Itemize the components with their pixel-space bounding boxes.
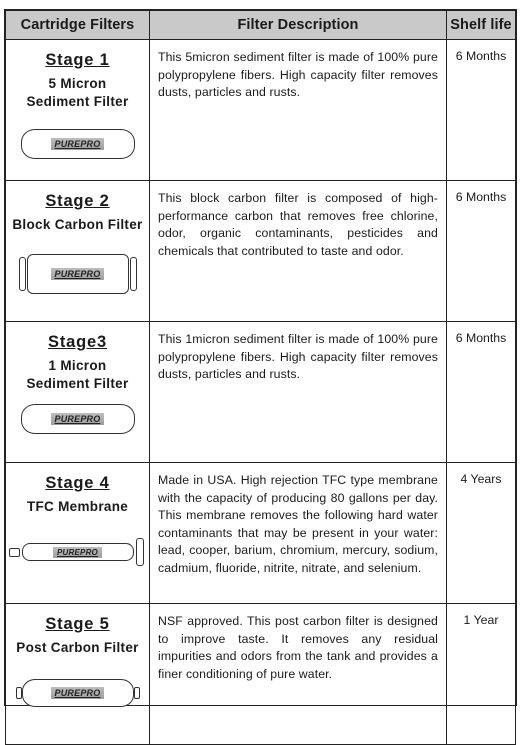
table-row bbox=[6, 604, 516, 745]
sediment-cartridge-icon bbox=[21, 129, 135, 159]
description-cell: NSF approved. This post carbon filter is designed to improve taste. It removes any residual impurities and odors from the tank and provides a finer conditioning of pure water. bbox=[150, 604, 447, 745]
stage-title: Stage 5 bbox=[45, 615, 110, 633]
stage-name-line1: 1 Micron bbox=[48, 358, 107, 373]
table-row bbox=[6, 322, 516, 463]
header-cartridge-filters: Cartridge Filters bbox=[6, 11, 150, 40]
stage-title: Stage 2 bbox=[45, 192, 110, 210]
description-cell: This 5micron sediment filter is made of 100% pure polypropylene fibers. High capacity filter removes dusts, particles and rusts. bbox=[150, 40, 447, 181]
table-row bbox=[6, 40, 516, 181]
cartridge-image bbox=[6, 543, 149, 561]
carbon-block-cartridge-icon bbox=[27, 254, 129, 294]
stage-cell bbox=[6, 604, 150, 745]
header-row bbox=[6, 11, 516, 40]
brand-label: PUREPRO bbox=[51, 687, 105, 699]
shelf-life-cell: 4 Years bbox=[447, 463, 516, 604]
stage-cell bbox=[6, 463, 150, 604]
brand-label: PUREPRO bbox=[51, 138, 105, 150]
description-cell: This 1micron sediment filter is made of 100% pure polypropylene fibers. High capacity filter removes dusts, particles and rusts. bbox=[150, 322, 447, 463]
shelf-life-cell: 6 Months bbox=[447, 40, 516, 181]
membrane-cartridge-icon bbox=[22, 543, 134, 561]
stage-title: Stage3 bbox=[48, 333, 107, 351]
table-row bbox=[6, 463, 516, 604]
description-cell: Made in USA. High rejection TFC type membrane with the capacity of producing 80 gallons per day. This membrane removes the following hard water contaminants that may be present in your water: lead, cooper, barium, chromium, mercury, sodium, cadmium, fluoride, nitrite, nitrate, and selenium. bbox=[150, 463, 447, 604]
cartridge-image bbox=[6, 404, 149, 434]
brand-label: PUREPRO bbox=[51, 268, 105, 280]
stage-title: Stage 1 bbox=[45, 51, 110, 69]
post-carbon-cartridge-icon bbox=[22, 679, 134, 707]
brand-label: PUREPRO bbox=[53, 547, 102, 558]
cartridge-image bbox=[6, 129, 149, 159]
stage-title: Stage 4 bbox=[45, 474, 110, 492]
stage-cell bbox=[6, 181, 150, 322]
stage-cell bbox=[6, 40, 150, 181]
description-cell: This block carbon filter is composed of high-performance carbon that removes free chlorine, odor, organic contaminants, pesticides and chemicals that contributed to taste and odor. bbox=[150, 181, 447, 322]
shelf-life-cell: 6 Months bbox=[447, 181, 516, 322]
brand-label: PUREPRO bbox=[51, 413, 105, 425]
header-shelf-life: Shelf life bbox=[447, 11, 516, 40]
table-row bbox=[6, 181, 516, 322]
filter-table-frame bbox=[4, 9, 517, 706]
stage-name-line1: 5 Micron bbox=[48, 76, 107, 91]
stage-cell bbox=[6, 322, 150, 463]
stage-name-line2: Sediment Filter bbox=[26, 376, 129, 391]
stage-name-line2: Sediment Filter bbox=[26, 94, 129, 109]
header-filter-description: Filter Description bbox=[150, 11, 447, 40]
cartridge-image bbox=[6, 254, 149, 294]
cartridge-image bbox=[6, 679, 149, 707]
stage-name-line1: Post Carbon Filter bbox=[16, 640, 139, 655]
shelf-life-cell: 1 Year bbox=[447, 604, 516, 745]
shelf-life-cell: 6 Months bbox=[447, 322, 516, 463]
stage-name-line1: Block Carbon Filter bbox=[12, 217, 143, 232]
filter-table bbox=[5, 10, 516, 745]
stage-name-line1: TFC Membrane bbox=[26, 499, 129, 514]
sediment-cartridge-icon bbox=[21, 404, 135, 434]
